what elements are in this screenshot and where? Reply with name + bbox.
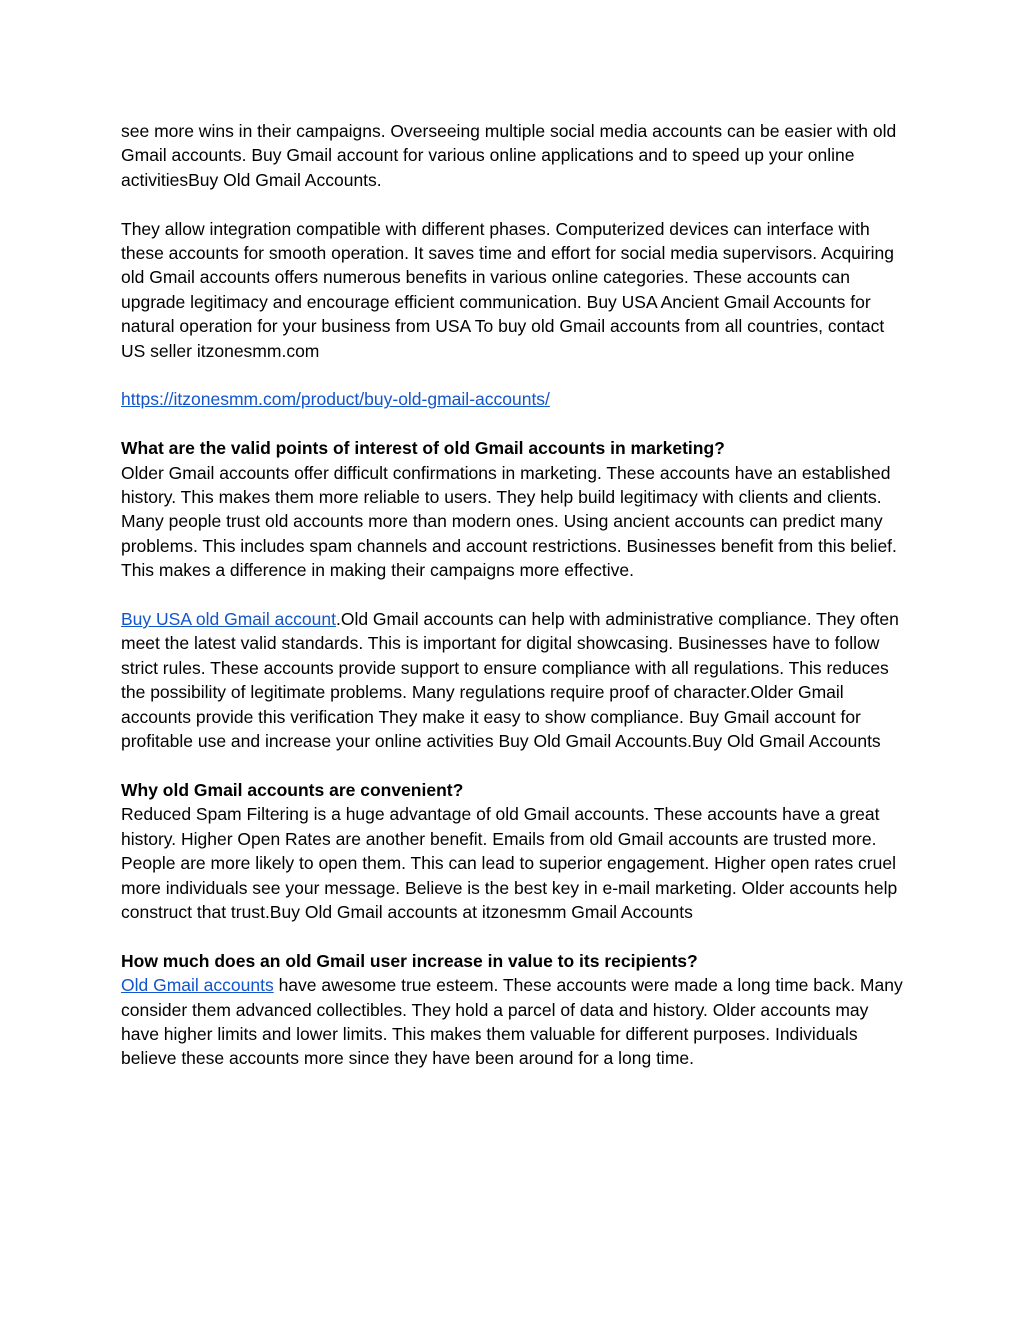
- product-link[interactable]: https://itzonesmm.com/product/buy-old-gmail-accounts/: [121, 389, 550, 410]
- buy-usa-link[interactable]: Buy USA old Gmail account: [121, 609, 336, 630]
- paragraph-intro: see more wins in their campaigns. Overseeing multiple social media accounts can be easier with old Gmail accounts. Buy Gmail account for various online applications and to speed up your online activitiesBuy Old Gmail Accounts.: [121, 121, 897, 190]
- section-marketing: [121, 436, 911, 582]
- compliance-body: .Old Gmail accounts can help with administrative compliance. They often meet the latest valid standards. This is important for digital showcasing. Businesses have to follow strict rules. These accounts provide support to ensure compliance with all regulations. This reduces the possibility of legitimate problems. Many regulations require proof of character.Older Gmail accounts provide this verification They make it easy to show compliance. Buy Gmail account for profitable use and increase your online activities Buy Old Gmail Accounts.Buy Old Gmail Accounts: [121, 609, 899, 752]
- section-heading-convenient: Why old Gmail accounts are convenient?: [121, 779, 464, 800]
- paragraph-compliance: [121, 607, 911, 753]
- paragraph-link: [121, 387, 911, 411]
- section-body-marketing: Older Gmail accounts offer difficult confirmations in marketing. These accounts have an established history. This makes them more reliable to users. They help build legitimacy with clients and clients. Many people trust old accounts more than modern ones. Using ancient accounts can predict many problems. This includes spam channels and account restrictions. Businesses benefit from this belief. This makes a difference in making their campaigns more effective.: [121, 462, 897, 581]
- section-value: [121, 949, 911, 1071]
- section-convenient: [121, 778, 911, 924]
- section-body-convenient: Reduced Spam Filtering is a huge advantage of old Gmail accounts. These accounts have a great history. Higher Open Rates are another benefit. Emails from old Gmail accounts are trusted more. People are more likely to open them. This can lead to superior engagement. Higher open rates cruel more individuals see your message. Believe is the best key in e-mail marketing. Older accounts help construct that trust.Buy Old Gmail accounts at itzonesmm Gmail Accounts: [121, 804, 898, 922]
- section-body-value: have awesome true esteem. These accounts were made a long time back. Many consider them advanced collectibles. They hold a parcel of data and history. Older accounts may have higher limits and lower limits. This makes them valuable for different purposes. Individuals believe these accounts more since they have been around for a long time.: [121, 975, 903, 1069]
- document-page: [121, 119, 911, 1095]
- section-heading-value: How much does an old Gmail user increase in value to its recipients?: [121, 950, 698, 971]
- section-heading-marketing: What are the valid points of interest of old Gmail accounts in marketing?: [121, 438, 725, 459]
- old-gmail-link[interactable]: Old Gmail accounts: [121, 975, 274, 996]
- paragraph-integration: They allow integration compatible with different phases. Computerized devices can interface with these accounts for smooth operation. It saves time and effort for social media supervisors. Acquiring old Gmail accounts offers numerous benefits in various online categories. These accounts can upgrade legitimacy and encourage efficient communication. Buy USA Ancient Gmail Accounts for natural operation for your business from USA To buy old Gmail accounts from all countries, contact US seller itzonesmm.com: [121, 218, 894, 361]
